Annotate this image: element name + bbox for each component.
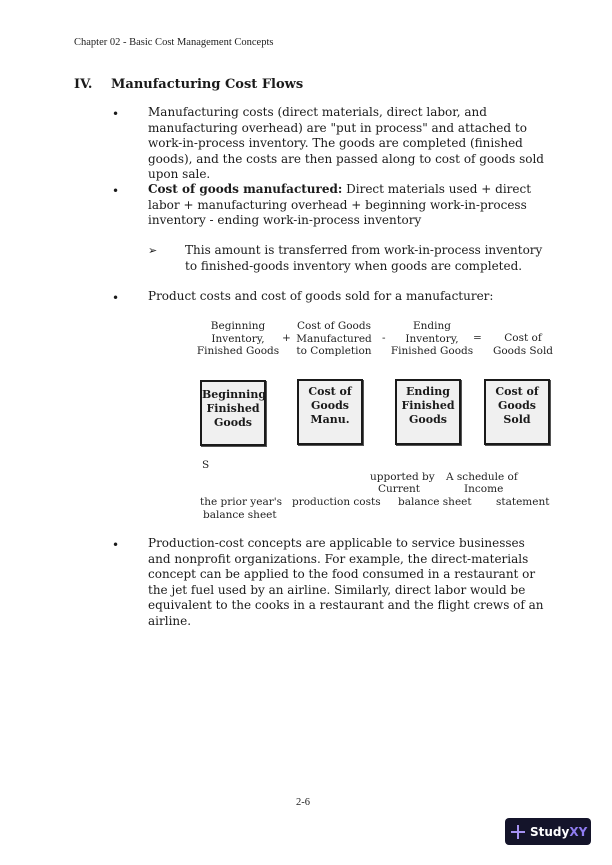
cogm-term: Cost of goods manufactured: [148, 182, 343, 196]
box-ending-finished-goods [395, 379, 461, 445]
note-prior-year: the prior year's [200, 496, 283, 508]
term-line: Ending [413, 320, 451, 332]
section-number: IV. [74, 77, 93, 92]
bullet-text-service-businesses: Production-cost concepts are applicable to service businesses and nonprofit organizations. For example, the direct-materials concept can be applied to the food consumed in a restaurant or the jet fuel used by an airline. Similarly, direct labor would be equivalent to the cooks in a restaurant and the flight crews of an airline. [148, 536, 544, 628]
box-line: Manu. [310, 413, 350, 426]
box-line: Goods [311, 399, 349, 412]
note-income: Income [464, 483, 504, 495]
note-balance-sheet: balance sheet [398, 496, 472, 508]
box-line: Finished [401, 399, 455, 412]
plus-operator: + [282, 332, 291, 344]
term-line: Goods Sold [492, 344, 554, 357]
term-line: Manufactured [296, 332, 372, 345]
term-line: to Completion [296, 345, 372, 357]
bullet-text-cogm [148, 182, 548, 229]
box-cost-of-goods-sold [484, 379, 550, 445]
bullet-icon: • [112, 184, 120, 198]
equation-term-cogm [292, 320, 376, 358]
equals-operator: = [473, 332, 482, 344]
page-number: 2-6 [296, 797, 310, 808]
running-header: Chapter 02 - Basic Cost Management Concepts [74, 37, 274, 48]
term-line: Inventory, [405, 332, 459, 345]
studyxy-watermark-badge[interactable] [505, 818, 591, 845]
term-line: Finished Goods [390, 345, 474, 357]
equation-term-beginning-inventory [196, 320, 280, 358]
bullet-icon: • [112, 107, 120, 121]
note-current: Current [378, 483, 421, 495]
watermark-text: Study [530, 824, 570, 839]
note-schedule-of: A schedule of [446, 471, 518, 483]
bullet-text-product-costs: Product costs and cost of goods sold for a manufacturer: [148, 289, 494, 303]
note-production-costs: production costs [292, 496, 381, 508]
bullet-icon: • [112, 291, 120, 305]
note-prior-year-balance-sheet: balance sheet [203, 509, 277, 521]
equation-term-cogs [490, 332, 556, 357]
box-line: Goods [498, 399, 536, 412]
box-line: Finished [206, 402, 260, 415]
cogm-definition: Direct materials used + direct labor + manufacturing overhead + beginning work-in-process inventory - ending work-in-process inventory [148, 182, 532, 227]
sub-bullet-text: This amount is transferred from work-in-process inventory to finished-goods inventory when goods are completed. [185, 243, 543, 273]
box-cost-of-goods-manufactured [297, 379, 363, 445]
box-line: Sold [503, 413, 531, 426]
box-beginning-finished-goods [200, 380, 266, 446]
note-statement: statement [496, 496, 550, 508]
term-line: Cost of [504, 332, 542, 344]
term-line: Cost of Goods [297, 320, 371, 332]
note-s-fragment: S [202, 459, 210, 471]
term-line: Inventory, [211, 332, 265, 345]
box-line: Ending [406, 385, 450, 398]
term-line: Finished Goods [196, 345, 280, 357]
minus-operator: - [382, 332, 386, 344]
box-line: Goods [409, 413, 447, 426]
note-supported-by: upported by [370, 471, 435, 483]
watermark-accent-text: XY [569, 824, 588, 839]
box-line: Beginning [202, 388, 267, 401]
bullet-icon: • [112, 538, 120, 552]
box-line: Cost of [308, 385, 352, 398]
term-line: Beginning [210, 320, 266, 332]
equation-term-ending-inventory [390, 320, 474, 358]
bullet-text-manufacturing-costs: Manufacturing costs (direct materials, direct labor, and manufacturing overhead) are "put in process" and attached to work-in-process inventory. The goods are completed (finished goods), and the costs are then passed along to cost of goods sold upon sale. [148, 105, 544, 181]
arrow-bullet-icon: ➢ [148, 244, 158, 257]
plus-icon [511, 825, 525, 839]
box-line: Goods [214, 416, 252, 429]
section-title: Manufacturing Cost Flows [111, 77, 304, 92]
box-line: Cost of [495, 385, 539, 398]
